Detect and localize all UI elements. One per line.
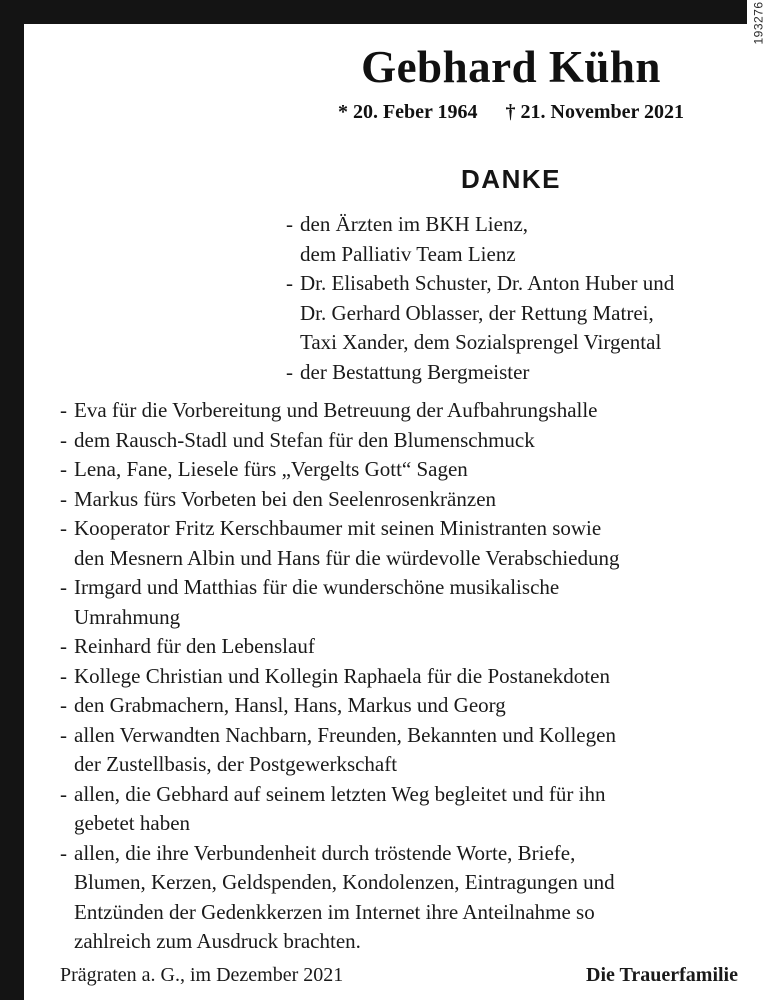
notice-content: [24, 24, 747, 1004]
entry-line-first: den Grabmachern, Hansl, Hans, Markus und Georg: [74, 693, 506, 717]
entry-bullet: -: [60, 693, 67, 717]
entry-text: [74, 485, 747, 515]
reference-number: [747, 1, 771, 136]
entry-text: [74, 455, 747, 485]
thanks-entry: [60, 691, 747, 721]
family-signature: Die Trauerfamilie: [586, 964, 738, 986]
entry-text: [74, 691, 747, 721]
entry-line-first: Lena, Fane, Liesele fürs „Vergelts Gott“ Sagen: [74, 457, 468, 481]
entry-text: [74, 721, 747, 780]
entry-bullet: -: [60, 457, 67, 481]
entry-line-first: Eva für die Vorbereitung und Betreuung der Aufbahrungshalle: [74, 398, 598, 422]
entry-text: [74, 514, 747, 573]
entry-line-continued: Blumen, Kerzen, Geldspenden, Kondolenzen, Eintragungen und: [74, 870, 615, 894]
header-block: [286, 40, 736, 124]
entry-text: [74, 780, 747, 839]
portrait-photo: [24, 24, 286, 386]
entry-text: [74, 573, 747, 632]
deceased-name: Gebhard Kühn: [361, 42, 661, 92]
entry-bullet: -: [286, 271, 293, 295]
birth-date: 20. Feber 1964: [352, 101, 478, 123]
thanks-entry: [60, 514, 747, 573]
entry-text: [74, 662, 747, 692]
thanks-entry: [60, 396, 747, 426]
reference-number-text: 193276: [752, 1, 767, 45]
entry-bullet: -: [60, 634, 67, 658]
entry-bullet: -: [60, 486, 67, 511]
entry-line-first: allen, die ihre Verbundenheit durch tröstende Worte, Briefe,: [74, 840, 576, 865]
entry-line-continued: gebetet haben: [74, 811, 191, 835]
entry-bullet: -: [60, 575, 67, 599]
entry-line-first: Kooperator Fritz Kerschbaumer mit seinen Ministranten sowie: [74, 516, 602, 540]
thanks-entry: [60, 839, 747, 957]
thanks-entry: [60, 780, 747, 839]
entry-bullet: -: [60, 663, 67, 688]
entry-line-first: Kollege Christian und Kollegin Raphaela für die Postanekdoten: [74, 663, 610, 688]
thanks-entry: [286, 210, 747, 269]
thanks-entry: [60, 662, 747, 692]
thanks-entry: [60, 632, 747, 662]
entry-bullet: -: [60, 840, 67, 865]
entry-line-continued: der Zustellbasis, der Postgewerkschaft: [74, 752, 398, 776]
entry-text: [74, 839, 747, 957]
entry-line-continued: Dr. Gerhard Oblasser, der Rettung Matrei,: [300, 300, 654, 325]
entry-line-first: der Bestattung Bergmeister: [300, 359, 530, 384]
thanks-entry: [60, 426, 747, 456]
entry-line-first: allen Verwandten Nachbarn, Freunden, Bekannten und Kollegen: [74, 722, 616, 747]
thanks-heading: DANKE: [461, 164, 561, 194]
thanks-entry: [60, 485, 747, 515]
entry-line-continued: den Mesnern Albin und Hans für die würdevolle Verabschiedung: [74, 545, 620, 570]
entry-text: [300, 358, 747, 388]
entry-bullet: -: [60, 427, 67, 452]
entry-line-first: allen, die Gebhard auf seinem letzten Weg begleitet und für ihn: [74, 781, 606, 806]
death-symbol: †: [505, 101, 516, 123]
entry-line-first: Irmgard und Matthias für die wunderschöne musikalische: [74, 575, 560, 599]
thanks-entry: [60, 455, 747, 485]
entry-line-first: Reinhard für den Lebenslauf: [74, 634, 315, 658]
place-and-date: Prägraten a. G., im Dezember 2021: [60, 964, 344, 986]
entry-text: [300, 210, 747, 269]
thanks-entry: [60, 721, 747, 780]
entry-bullet: -: [60, 722, 67, 747]
entry-text: [74, 632, 747, 662]
entry-text: [74, 426, 747, 456]
entry-line-continued: Taxi Xander, dem Sozialsprengel Virgental: [300, 330, 662, 354]
entry-bullet: -: [286, 212, 293, 236]
thanks-entry: [60, 573, 747, 632]
entry-line-first: den Ärzten im BKH Lienz,: [300, 212, 529, 236]
thanks-entry: [286, 269, 747, 358]
life-dates: [286, 100, 736, 124]
entry-line-first: dem Rausch-Stadl und Stefan für den Blumenschmuck: [74, 427, 535, 452]
entry-line-first: Markus fürs Vorbeten bei den Seelenrosenkränzen: [74, 486, 497, 511]
thanks-list-indented: [286, 210, 747, 387]
portrait-fade-bottom: [24, 300, 286, 386]
entry-text: [74, 396, 747, 426]
entry-bullet: -: [60, 516, 67, 540]
entry-line-continued: Entzünden der Gedenkkerzen im Internet ihre Anteilnahme so: [74, 899, 595, 924]
birth-symbol: *: [337, 101, 348, 123]
entry-bullet: -: [286, 359, 293, 384]
death-date: 21. November 2021: [520, 101, 685, 123]
footer: [60, 962, 738, 988]
entry-line-continued: zahlreich zum Ausdruck brachten.: [74, 929, 361, 953]
entry-line-continued: Umrahmung: [74, 604, 181, 629]
entry-bullet: -: [60, 781, 67, 806]
entry-line-continued: dem Palliativ Team Lienz: [300, 241, 516, 266]
entry-bullet: -: [60, 398, 67, 422]
entry-text: [300, 269, 747, 358]
thanks-entry: [286, 358, 747, 388]
entry-line-first: Dr. Elisabeth Schuster, Dr. Anton Huber und: [300, 271, 675, 295]
thanks-list-main: [60, 396, 747, 957]
